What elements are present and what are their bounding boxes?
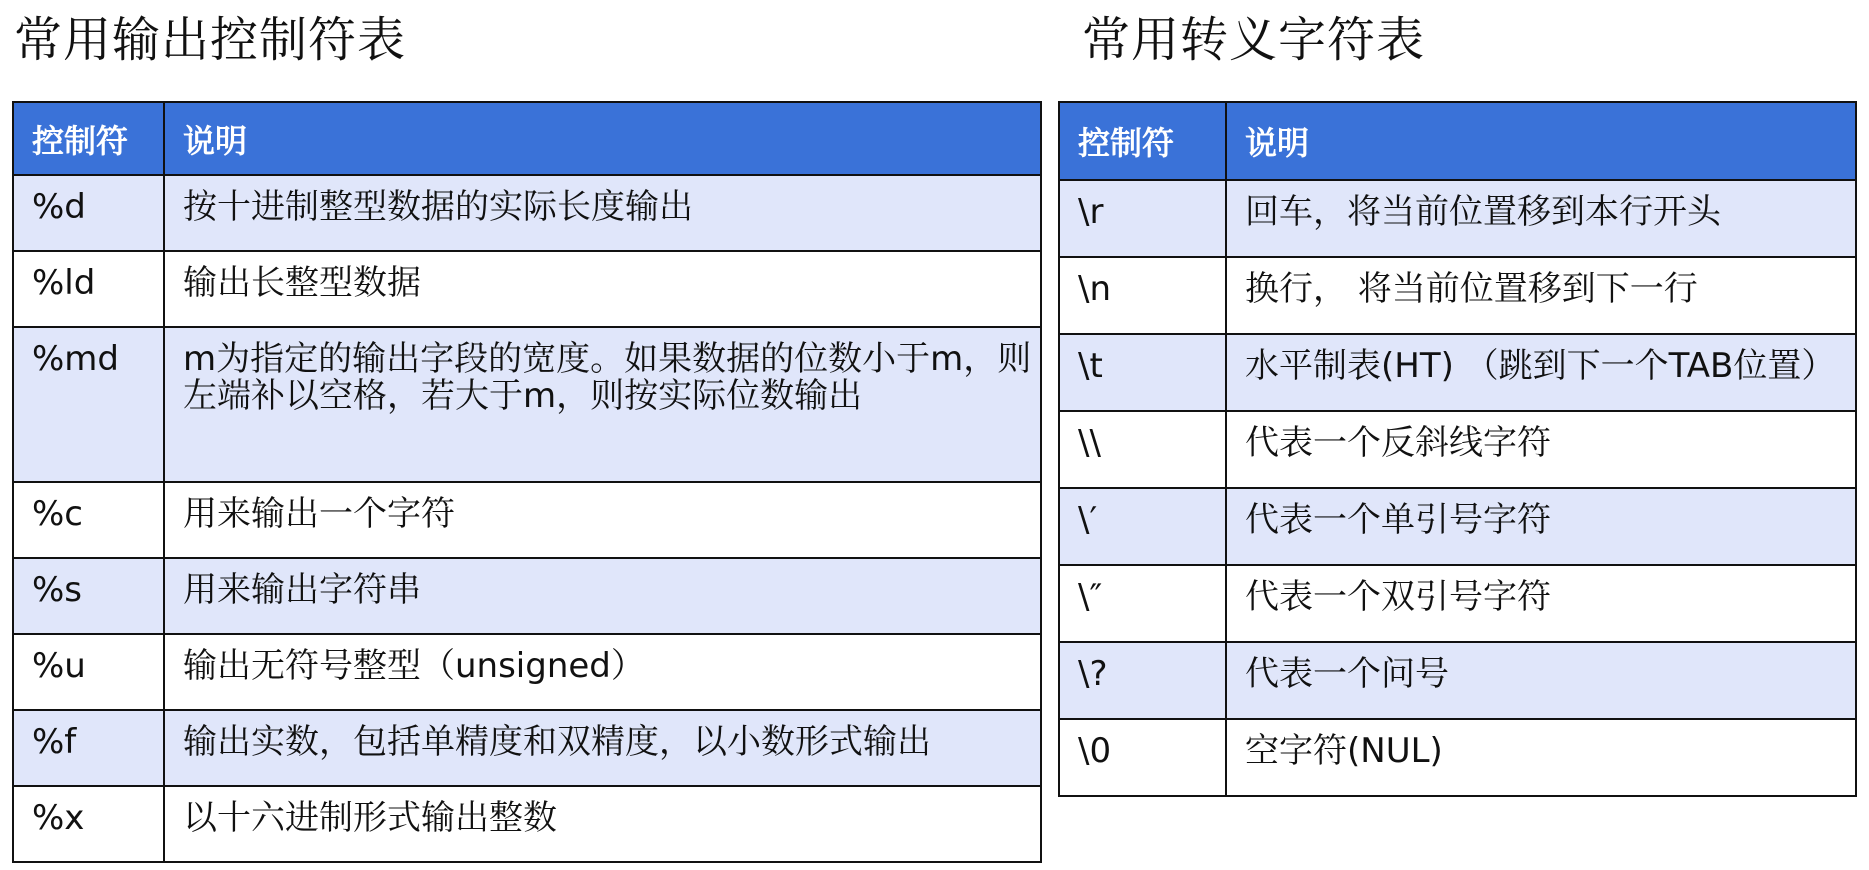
specifier-description: 用来输出一个字符 <box>164 482 1041 558</box>
escape-chars-title: 常用转义字符表 <box>1082 12 1426 68</box>
table-row <box>1059 719 1856 796</box>
table-row <box>13 175 1041 251</box>
table-row <box>13 482 1041 558</box>
escape-description: 代表一个双引号字符 <box>1226 565 1856 642</box>
specifier-description: 输出实数，包括单精度和双精度，以小数形式输出 <box>164 710 1041 786</box>
table-row <box>13 327 1041 482</box>
escape-description: 换行， 将当前位置移到下一行 <box>1226 257 1856 334</box>
output-specifiers-title: 常用输出控制符表 <box>14 12 407 68</box>
column-header-desc: 说明 <box>1226 102 1856 180</box>
escape-code: \t <box>1059 334 1226 411</box>
table-row <box>1059 411 1856 488</box>
specifier-code: %f <box>13 710 164 786</box>
column-header-desc: 说明 <box>164 102 1041 175</box>
specifier-description: 以十六进制形式输出整数 <box>164 786 1041 862</box>
specifier-code: %x <box>13 786 164 862</box>
column-header-code: 控制符 <box>13 102 164 175</box>
table-row <box>13 634 1041 710</box>
escape-description: 回车，将当前位置移到本行开头 <box>1226 180 1856 257</box>
table-row <box>1059 334 1856 411</box>
specifier-description: m为指定的输出字段的宽度。如果数据的位数小于m，则左端补以空格，若大于m，则按实际位数输出 <box>164 327 1041 482</box>
specifier-code: %md <box>13 327 164 482</box>
escape-code: \n <box>1059 257 1226 334</box>
escape-code: \′ <box>1059 488 1226 565</box>
escape-description: 水平制表(HT) （跳到下一个TAB位置） <box>1226 334 1856 411</box>
table-row <box>13 710 1041 786</box>
specifier-description: 按十进制整型数据的实际长度输出 <box>164 175 1041 251</box>
specifier-code: %c <box>13 482 164 558</box>
escape-description: 代表一个问号 <box>1226 642 1856 719</box>
escape-chars-table <box>1058 101 1857 797</box>
table-row <box>13 786 1041 862</box>
escape-code: \″ <box>1059 565 1226 642</box>
specifier-description: 用来输出字符串 <box>164 558 1041 634</box>
table-row <box>1059 565 1856 642</box>
specifier-description: 输出无符号整型（unsigned） <box>164 634 1041 710</box>
specifier-code: %d <box>13 175 164 251</box>
table-header-row <box>13 102 1041 175</box>
escape-code: \? <box>1059 642 1226 719</box>
table-row <box>13 251 1041 327</box>
table-row <box>1059 180 1856 257</box>
escape-description: 空字符(NUL) <box>1226 719 1856 796</box>
column-header-code: 控制符 <box>1059 102 1226 180</box>
specifier-code: %u <box>13 634 164 710</box>
escape-code: \\ <box>1059 411 1226 488</box>
table-row <box>1059 642 1856 719</box>
table-row <box>1059 257 1856 334</box>
escape-code: \r <box>1059 180 1226 257</box>
specifier-code: %ld <box>13 251 164 327</box>
escape-description: 代表一个反斜线字符 <box>1226 411 1856 488</box>
table-row <box>1059 488 1856 565</box>
specifier-description: 输出长整型数据 <box>164 251 1041 327</box>
table-row <box>13 558 1041 634</box>
escape-code: \0 <box>1059 719 1226 796</box>
specifier-code: %s <box>13 558 164 634</box>
output-specifiers-table <box>12 101 1042 863</box>
table-header-row <box>1059 102 1856 180</box>
escape-description: 代表一个单引号字符 <box>1226 488 1856 565</box>
